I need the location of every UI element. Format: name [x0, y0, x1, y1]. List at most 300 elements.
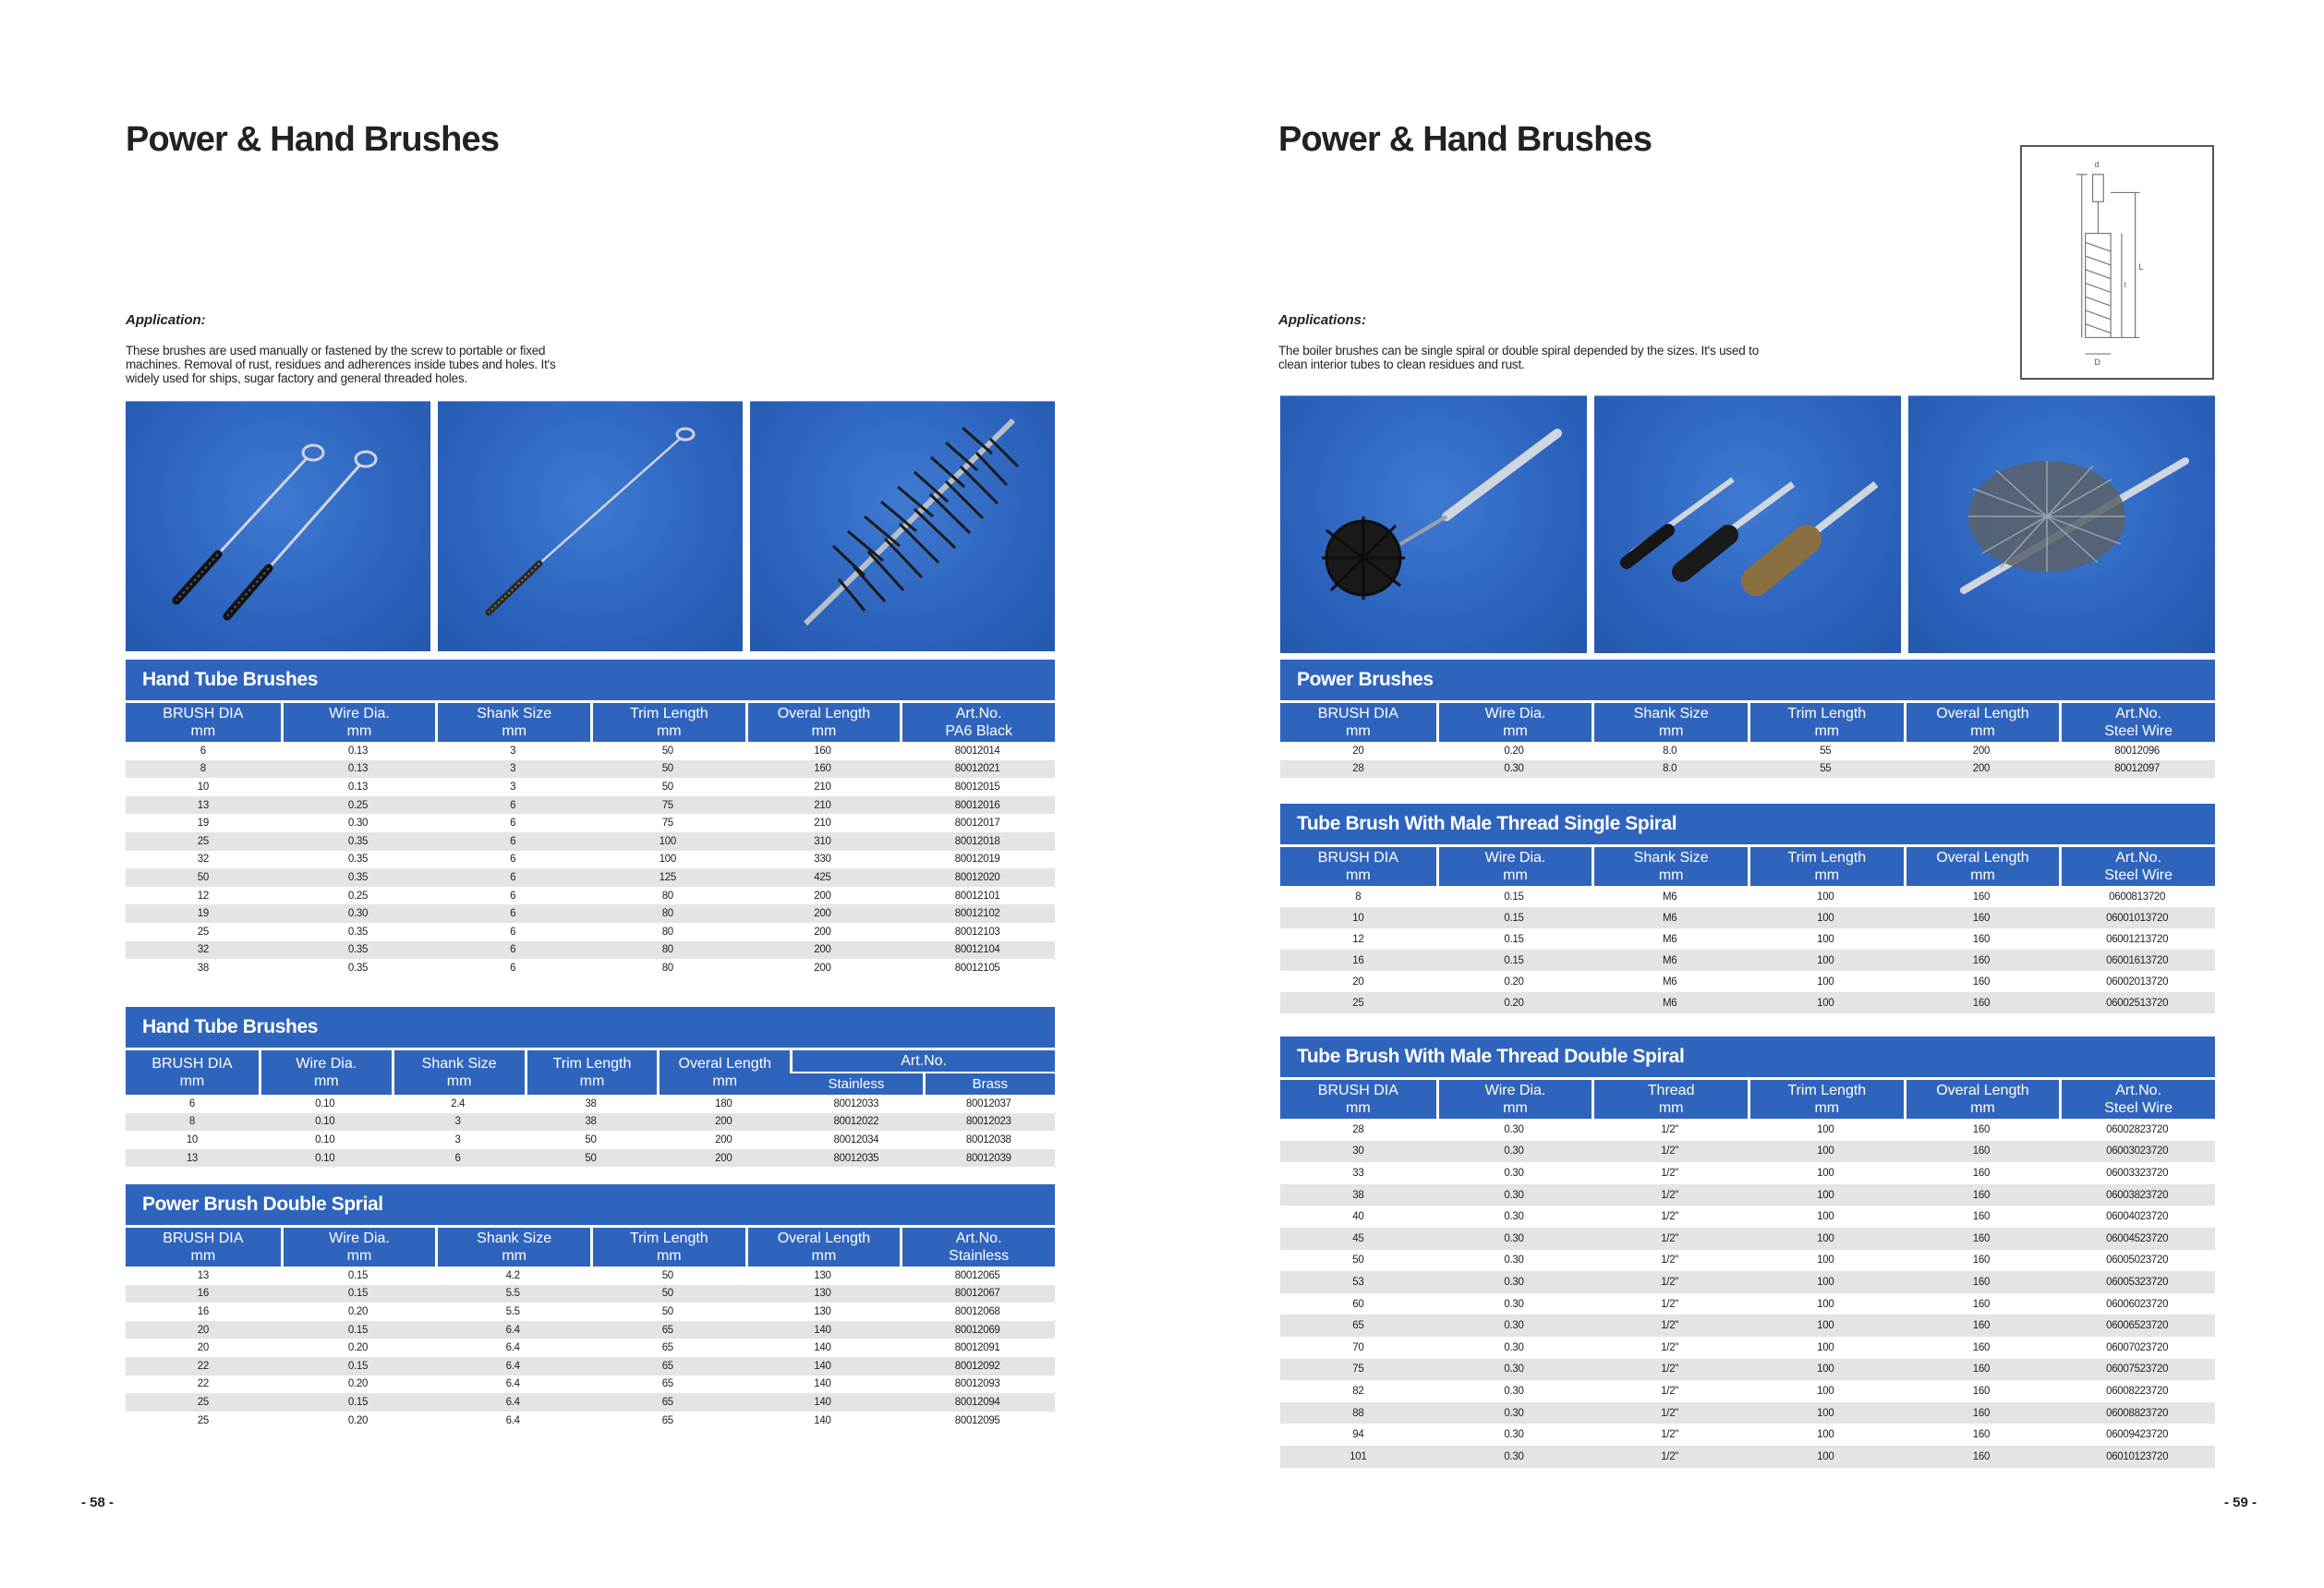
table-row [1280, 1184, 2215, 1206]
table-cell: 1/2" [1592, 1293, 1748, 1315]
table-cell: 80012015 [900, 778, 1055, 796]
table-cell: 200 [657, 1131, 790, 1149]
table-row [126, 1393, 1055, 1412]
table-cell: 100 [1748, 1250, 1904, 1272]
col-header: BRUSH DIA mm [1280, 700, 1436, 742]
section-title: Tube Brush With Male Thread Single Spiral [1280, 804, 2215, 844]
table-cell: 100 [1748, 1271, 1904, 1293]
table-row [126, 1321, 1055, 1339]
col-header: Trim Length mm [1748, 700, 1904, 742]
table-cell: 100 [1748, 1380, 1904, 1402]
table-cell: 160 [1904, 971, 2060, 992]
table-row [1280, 760, 2215, 779]
table-cell: 310 [745, 832, 901, 851]
table-cell: 8 [126, 1113, 259, 1132]
table-cell: 38 [525, 1095, 658, 1113]
table-male-thread-single-spiral [1280, 804, 2215, 1013]
table-cell: 80012014 [900, 742, 1055, 760]
col-header: Overal Length mm [745, 700, 901, 742]
table-cell: 06001013720 [2059, 907, 2215, 928]
table-cell: 55 [1748, 760, 1904, 779]
table-cell: 13 [126, 1267, 281, 1285]
table-cell: 0.25 [281, 796, 436, 815]
table-cell: 160 [1904, 1424, 2060, 1446]
table-row [126, 923, 1055, 941]
table-cell: 140 [745, 1376, 901, 1394]
table-cell: 200 [657, 1149, 790, 1168]
table-cell: 8 [1280, 886, 1436, 907]
table-cell: 160 [1904, 1380, 2060, 1402]
table-cell: 0.30 [1436, 1402, 1592, 1424]
table-cell: 80 [590, 923, 745, 941]
table-cell: 100 [1748, 1228, 1904, 1250]
spec-table [126, 1225, 1055, 1429]
table-cell: 100 [1748, 907, 1904, 928]
col-header: BRUSH DIA mm [126, 1048, 259, 1095]
table-cell: 88 [1280, 1402, 1436, 1424]
table-cell: 06007523720 [2059, 1359, 2215, 1381]
table-cell: 80012095 [900, 1412, 1055, 1430]
photo-power-brushes-three [1594, 395, 1901, 653]
table-cell: 0.35 [281, 923, 436, 941]
table-cell: 180 [657, 1095, 790, 1113]
table-cell: M6 [1592, 886, 1748, 907]
table-cell: 06001213720 [2059, 928, 2215, 950]
col-header: Trim Length mm [1748, 1077, 1904, 1119]
table-cell: 100 [1748, 1119, 1904, 1141]
table-cell: 80012103 [900, 923, 1055, 941]
table-cell: 10 [126, 1131, 259, 1149]
table-cell: 0.30 [1436, 1162, 1592, 1184]
table-cell: 0.30 [281, 904, 436, 923]
table-row [1280, 1315, 2215, 1337]
table-cell: 50 [1280, 1250, 1436, 1272]
table-cell: 1/2" [1592, 1446, 1748, 1468]
table-row [126, 1267, 1055, 1285]
table-cell: 100 [1748, 1206, 1904, 1228]
col-header: Art.No. Steel Wire [2059, 700, 2215, 742]
table-cell: 0.30 [1436, 1250, 1592, 1272]
table-cell: 80012023 [923, 1113, 1055, 1132]
table-cell: 8.0 [1592, 760, 1748, 779]
table-row [1280, 992, 2215, 1013]
table-cell: 75 [590, 796, 745, 815]
col-header: Overal Length mm [1904, 844, 2060, 886]
table-row [126, 742, 1055, 760]
table-cell: 160 [1904, 1250, 2060, 1272]
table-cell: 2.4 [392, 1095, 525, 1113]
table-cell: 13 [126, 796, 281, 815]
col-header: Shank Size mm [435, 1225, 590, 1267]
table-cell: 50 [126, 868, 281, 887]
table-cell: 3 [392, 1131, 525, 1149]
table-cell: 1/2" [1592, 1359, 1748, 1381]
table-cell: 06002513720 [2059, 992, 2215, 1013]
table-power-brushes [1280, 660, 2215, 778]
col-subheader: Brass [923, 1072, 1055, 1095]
col-header: Trim Length mm [1748, 844, 1904, 886]
table-cell: 0.30 [1436, 1184, 1592, 1206]
table-cell: 06009423720 [2059, 1424, 2215, 1446]
table-cell: 0.30 [1436, 1271, 1592, 1293]
application-label: Application: [126, 312, 206, 328]
table-cell: 0.30 [1436, 1380, 1592, 1402]
table-row [1280, 907, 2215, 928]
table-cell: 50 [590, 1303, 745, 1321]
table-cell: 45 [1280, 1228, 1436, 1250]
table-cell: 0.30 [1436, 1359, 1592, 1381]
table-cell: 1/2" [1592, 1119, 1748, 1141]
table-cell: 100 [1748, 1315, 1904, 1337]
table-cell: 160 [1904, 1337, 2060, 1359]
table-cell: 25 [1280, 992, 1436, 1013]
table-cell: 65 [590, 1376, 745, 1394]
table-cell: 0.30 [1436, 1119, 1592, 1141]
table-cell: 1/2" [1592, 1271, 1748, 1293]
table-cell: 65 [1280, 1315, 1436, 1337]
table-cell: 6.4 [435, 1393, 590, 1412]
table-cell: 80012105 [900, 959, 1055, 977]
table-cell: 0.15 [1436, 928, 1592, 950]
col-header: Wire Dia. mm [259, 1048, 392, 1095]
table-row [126, 904, 1055, 923]
table-row [126, 1149, 1055, 1168]
table-cell: 65 [590, 1339, 745, 1357]
table-cell: 3 [392, 1113, 525, 1132]
table-cell: 65 [590, 1393, 745, 1412]
table-cell: 12 [1280, 928, 1436, 950]
spec-table [1280, 700, 2215, 778]
table-cell: 1/2" [1592, 1141, 1748, 1163]
table-cell: 200 [745, 904, 901, 923]
col-header: Art.No. Steel Wire [2059, 1077, 2215, 1119]
table-cell: 6.4 [435, 1321, 590, 1339]
table-cell: 82 [1280, 1380, 1436, 1402]
application-label: Applications: [1278, 312, 1367, 328]
table-cell: 06003323720 [2059, 1162, 2215, 1184]
col-header: BRUSH DIA mm [126, 700, 281, 742]
table-row [1280, 1271, 2215, 1293]
table-cell: 200 [745, 959, 901, 977]
col-header: Shank Size mm [435, 700, 590, 742]
table-cell: 0.20 [281, 1339, 436, 1357]
table-male-thread-double-spiral [1280, 1036, 2215, 1468]
table-cell: 80012037 [923, 1095, 1055, 1113]
table-hand-tube-brushes [126, 660, 1055, 977]
col-header-artno: Art.No. [790, 1048, 1055, 1072]
table-cell: 80012022 [790, 1113, 922, 1132]
table-cell: 80012034 [790, 1131, 922, 1149]
table-row [126, 868, 1055, 887]
table-cell: 0.35 [281, 851, 436, 869]
col-header: Wire Dia. mm [1436, 1077, 1592, 1119]
table-cell: 19 [126, 814, 281, 832]
table-cell: 6 [435, 904, 590, 923]
table-cell: 6 [435, 814, 590, 832]
table-cell: 200 [1904, 742, 2060, 760]
table-cell: 101 [1280, 1446, 1436, 1468]
table-cell: 1/2" [1592, 1380, 1748, 1402]
table-cell: 130 [745, 1267, 901, 1285]
table-cell: 0.25 [281, 887, 436, 905]
table-cell: 8 [126, 760, 281, 779]
table-cell: 20 [1280, 742, 1436, 760]
table-cell: 160 [1904, 1141, 2060, 1163]
table-cell: 6 [435, 923, 590, 941]
section-title: Power Brush Double Sprial [126, 1184, 1055, 1225]
table-row [1280, 1162, 2215, 1184]
page-title: Power & Hand Brushes [126, 120, 500, 159]
col-header: Trim Length mm [525, 1048, 658, 1095]
table-row [126, 1357, 1055, 1376]
table-cell: 06003023720 [2059, 1141, 2215, 1163]
application-text: The boiler brushes can be single spiral or double spiral depended by the sizes. It's used to clean interior tubes to clean residues and rust. [1278, 344, 1759, 371]
table-row [126, 1376, 1055, 1394]
table-row [1280, 1424, 2215, 1446]
spec-table [126, 700, 1055, 977]
spec-table [1280, 1077, 2215, 1468]
table-row [126, 1113, 1055, 1132]
table-cell: 80012097 [2059, 760, 2215, 779]
table-cell: 160 [1904, 907, 2060, 928]
table-cell: 6 [126, 742, 281, 760]
table-cell: 0.30 [1436, 1141, 1592, 1163]
table-cell: 160 [745, 760, 901, 779]
table-cell: 0.15 [1436, 907, 1592, 928]
table-cell: 0600813720 [2059, 886, 2215, 907]
table-row [1280, 950, 2215, 971]
table-cell: 6 [435, 796, 590, 815]
table-row [1280, 1293, 2215, 1315]
table-row [126, 778, 1055, 796]
table-cell: 80012069 [900, 1321, 1055, 1339]
table-row [1280, 1359, 2215, 1381]
diagram-label-d: d [2094, 160, 2100, 169]
table-cell: 100 [1748, 1293, 1904, 1315]
table-row [126, 887, 1055, 905]
table-cell: 20 [126, 1321, 281, 1339]
table-cell: 0.35 [281, 868, 436, 887]
table-cell: 0.10 [259, 1113, 392, 1132]
table-cell: 160 [1904, 886, 2060, 907]
col-header: Overal Length mm [1904, 1077, 2060, 1119]
table-cell: 100 [1748, 1162, 1904, 1184]
page-number: - 59 - [2224, 1495, 2257, 1510]
table-cell: 50 [590, 760, 745, 779]
table-row [126, 851, 1055, 869]
table-cell: 16 [126, 1285, 281, 1303]
table-row [1280, 971, 2215, 992]
col-header: Shank Size mm [392, 1048, 525, 1095]
table-cell: 06004023720 [2059, 1206, 2215, 1228]
table-cell: 1/2" [1592, 1206, 1748, 1228]
table-cell: 160 [1904, 1162, 2060, 1184]
table-cell: 80012068 [900, 1303, 1055, 1321]
table-cell: 210 [745, 796, 901, 815]
table-cell: 0.30 [1436, 1228, 1592, 1250]
table-row [1280, 1141, 2215, 1163]
table-cell: 0.30 [1436, 1337, 1592, 1359]
table-cell: 0.30 [1436, 760, 1592, 779]
table-cell: 06004523720 [2059, 1228, 2215, 1250]
table-cell: 160 [745, 742, 901, 760]
table-cell: 6.4 [435, 1412, 590, 1430]
table-cell: 0.15 [281, 1393, 436, 1412]
photo-hand-tube-brushes-loop [126, 401, 430, 651]
table-cell: 100 [590, 851, 745, 869]
diagram-label-l: l [2124, 280, 2126, 290]
section-title: Hand Tube Brushes [126, 1007, 1055, 1048]
table-cell: 100 [1748, 1184, 1904, 1206]
table-cell: 6 [126, 1095, 259, 1113]
table-cell: 6 [435, 868, 590, 887]
table-cell: 160 [1904, 950, 2060, 971]
table-cell: 25 [126, 832, 281, 851]
table-cell: 16 [126, 1303, 281, 1321]
table-cell: 1/2" [1592, 1228, 1748, 1250]
table-cell: 06005023720 [2059, 1250, 2215, 1272]
table-cell: 0.10 [259, 1095, 392, 1113]
table-cell: 6 [435, 832, 590, 851]
table-cell: 80012065 [900, 1267, 1055, 1285]
table-cell: 160 [1904, 1184, 2060, 1206]
table-cell: 6.4 [435, 1339, 590, 1357]
table-cell: 28 [1280, 760, 1436, 779]
table-cell: 4.2 [435, 1267, 590, 1285]
table-cell: 65 [590, 1321, 745, 1339]
table-cell: 80012017 [900, 814, 1055, 832]
table-cell: 22 [126, 1357, 281, 1376]
table-cell: 80012102 [900, 904, 1055, 923]
table-cell: 65 [590, 1412, 745, 1430]
spec-table [126, 1048, 1055, 1167]
table-cell: 20 [126, 1339, 281, 1357]
table-cell: 06007023720 [2059, 1337, 2215, 1359]
table-cell: 0.20 [281, 1303, 436, 1321]
table-row [1280, 742, 2215, 760]
table-cell: 3 [435, 778, 590, 796]
table-cell: 10 [126, 778, 281, 796]
table-hand-tube-brushes-stainless-brass [126, 1007, 1055, 1167]
table-cell: 0.15 [1436, 950, 1592, 971]
table-cell: 0.30 [1436, 1446, 1592, 1468]
table-cell: 10 [1280, 907, 1436, 928]
col-header: Wire Dia. mm [1436, 844, 1592, 886]
table-row [1280, 886, 2215, 907]
col-header: Overal Length mm [657, 1048, 790, 1095]
col-header: Wire Dia. mm [281, 1225, 436, 1267]
table-row [126, 814, 1055, 832]
table-cell: 80012091 [900, 1339, 1055, 1357]
table-cell: 130 [745, 1303, 901, 1321]
table-cell: 160 [1904, 1228, 2060, 1250]
table-cell: 140 [745, 1412, 901, 1430]
page-number: - 58 - [81, 1495, 115, 1510]
table-cell: 80012093 [900, 1376, 1055, 1394]
table-cell: 13 [126, 1149, 259, 1168]
table-cell: 16 [1280, 950, 1436, 971]
table-cell: 0.35 [281, 959, 436, 977]
table-cell: 80012018 [900, 832, 1055, 851]
table-cell: 160 [1904, 1206, 2060, 1228]
diagram-label-L: L [2138, 261, 2144, 272]
table-row [1280, 1402, 2215, 1424]
table-cell: 200 [745, 887, 901, 905]
table-cell: 25 [126, 1412, 281, 1430]
col-subheader: Stainless [790, 1072, 922, 1095]
table-cell: 40 [1280, 1206, 1436, 1228]
table-cell: M6 [1592, 971, 1748, 992]
table-cell: 80 [590, 941, 745, 960]
table-cell: 140 [745, 1321, 901, 1339]
table-cell: 53 [1280, 1271, 1436, 1293]
col-header: Thread mm [1592, 1077, 1748, 1119]
col-header: Shank Size mm [1592, 700, 1748, 742]
table-cell: 6 [392, 1149, 525, 1168]
table-cell: 80012019 [900, 851, 1055, 869]
table-cell: 5.5 [435, 1303, 590, 1321]
table-cell: 65 [590, 1357, 745, 1376]
table-cell: 160 [1904, 992, 2060, 1013]
table-cell: 100 [1748, 886, 1904, 907]
table-cell: 6.4 [435, 1376, 590, 1394]
col-header: Wire Dia. mm [281, 700, 436, 742]
table-cell: 160 [1904, 1119, 2060, 1141]
table-row [1280, 1337, 2215, 1359]
table-cell: 100 [1748, 992, 1904, 1013]
table-cell: 25 [126, 923, 281, 941]
table-cell: 38 [1280, 1184, 1436, 1206]
table-row [1280, 1380, 2215, 1402]
table-cell: 1/2" [1592, 1402, 1748, 1424]
table-row [126, 1412, 1055, 1430]
table-cell: 1/2" [1592, 1184, 1748, 1206]
table-row [126, 959, 1055, 977]
table-cell: 100 [1748, 1446, 1904, 1468]
table-cell: 0.35 [281, 832, 436, 851]
table-cell: 38 [126, 959, 281, 977]
table-cell: 12 [126, 887, 281, 905]
table-cell: 38 [525, 1113, 658, 1132]
table-cell: 6 [435, 887, 590, 905]
col-header: BRUSH DIA mm [1280, 1077, 1436, 1119]
table-cell: 50 [590, 1285, 745, 1303]
table-cell: 19 [126, 904, 281, 923]
table-cell: 94 [1280, 1424, 1436, 1446]
table-cell: 200 [745, 923, 901, 941]
table-cell: 0.30 [281, 814, 436, 832]
page-title: Power & Hand Brushes [1278, 120, 1652, 159]
table-row [126, 832, 1055, 851]
table-cell: 06010123720 [2059, 1446, 2215, 1468]
table-cell: 06008223720 [2059, 1380, 2215, 1402]
table-cell: 8.0 [1592, 742, 1748, 760]
table-cell: 0.20 [1436, 992, 1592, 1013]
table-cell: M6 [1592, 928, 1748, 950]
table-cell: 80012020 [900, 868, 1055, 887]
table-cell: 22 [126, 1376, 281, 1394]
photo-boiler-brush [1908, 395, 2215, 653]
table-cell: 28 [1280, 1119, 1436, 1141]
table-row [1280, 1228, 2215, 1250]
table-row [1280, 1206, 2215, 1228]
col-header: Wire Dia. mm [1436, 700, 1592, 742]
table-cell: 100 [1748, 1402, 1904, 1424]
table-cell: 160 [1904, 1402, 2060, 1424]
col-header: Overal Length mm [1904, 700, 2060, 742]
table-cell: 06006023720 [2059, 1293, 2215, 1315]
section-title: Hand Tube Brushes [126, 660, 1055, 700]
